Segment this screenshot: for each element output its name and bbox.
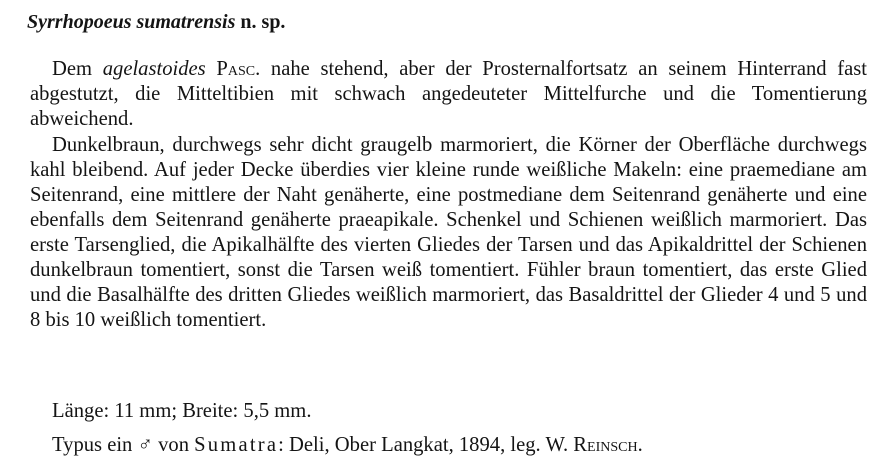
measurements-line: Länge: 11 mm; Breite: 5,5 mm. bbox=[52, 400, 312, 422]
collector-name: Reinsch bbox=[573, 434, 638, 456]
type-specimen-line: Typus ein ♂ von Sumatra: Deli, Ober Langkat, 1894, leg. W. Reinsch. bbox=[52, 434, 643, 456]
diagnosis-text: nahe stehend, aber der Prosternalfortsatz an seinem Hinterrand fast abgestutzt, die Mitteltibien mit schwach angedeuteter Mittelfurche und die Tomentierung abweichend. bbox=[30, 58, 867, 130]
species-name: Syrrhopoeus sumatrensis bbox=[27, 11, 236, 33]
description-paragraph: Dunkelbraun, durchwegs sehr dicht graugelb marmoriert, die Körner der Oberfläche durchwegs kahl bleibend. Auf jeder Decke überdies vier kleine runde weißliche Makeln: eine praemediane am Seitenrand, eine mittlere der Naht genäherte, eine postmediane dem Seitenrand genäherte und eine ebenfalls dem Seitenrand genäherte praeapikale. Schenkel und Schienen weißlich marmoriert. Das erste Tarsenglied, die Apikalhälfte des vierten Gliedes der Tarsen und das Apikaldrittel der Schienen dunkelbraun tomentiert, sonst die Tarsen weiß tomentiert. Fühler braun tomentiert, das erste Glied und die Basalhälfte des dritten Gliedes weißlich marmoriert, das Basaldrittel der Glieder 4 und 5 und 8 bis 10 weißlich tomentiert. bbox=[30, 134, 867, 331]
compared-species-author: Pasc. bbox=[216, 58, 261, 80]
compared-species-name: agelastoides bbox=[102, 58, 206, 80]
type-locality: Sumatra bbox=[194, 434, 279, 456]
diagnosis-paragraph: Dem agelastoides Pasc. nahe stehend, aber der Prosternalfortsatz an seinem Hinterrand fast abgestutzt, die Mitteltibien mit schwach angedeuteter Mittelfurche und die Tomentierung abweichend. bbox=[30, 58, 867, 130]
new-species-status: n. sp. bbox=[240, 11, 286, 33]
species-heading bbox=[27, 10, 285, 34]
description-body bbox=[30, 57, 867, 333]
